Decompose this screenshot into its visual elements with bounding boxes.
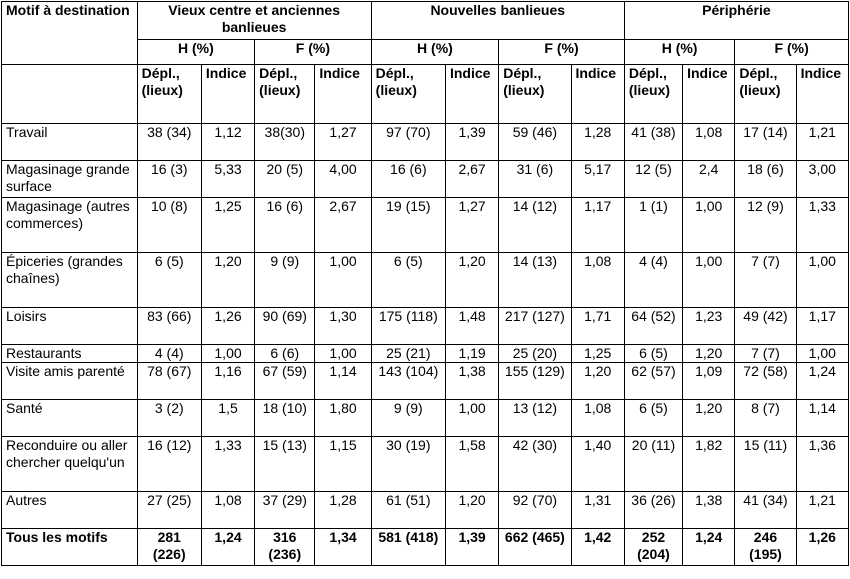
index-cell: 1,25: [571, 345, 624, 363]
index-cell: 1,00: [315, 253, 371, 308]
trips-cell: 246 (195): [735, 529, 796, 566]
index-cell: 1,26: [796, 529, 848, 566]
index-cell: 1,5: [201, 400, 254, 437]
trips-cell: 97 (70): [371, 124, 445, 161]
index-cell: 1,38: [683, 492, 735, 529]
trips-cell: 16 (12): [137, 437, 201, 492]
index-cell: 1,14: [796, 400, 848, 437]
header-row-groups: [2, 2, 849, 40]
table-row: [2, 437, 849, 492]
trips-cell: 14 (13): [499, 253, 571, 308]
trips-cell: 49 (42): [735, 308, 796, 345]
index-cell: 1,71: [571, 308, 624, 345]
row-label: Travail: [2, 124, 138, 161]
index-cell: 1,21: [796, 124, 848, 161]
total-row: [2, 529, 849, 566]
row-label: Loisirs: [2, 308, 138, 345]
index-cell: 2,67: [315, 198, 371, 253]
trips-by-purpose-table: [1, 1, 849, 566]
index-cell: 1,34: [315, 529, 371, 566]
index-cell: 1,14: [315, 363, 371, 400]
index-cell: 1,33: [201, 437, 254, 492]
index-cell: 1,08: [201, 492, 254, 529]
index-header: Indice: [571, 65, 624, 124]
trips-cell: 25 (20): [499, 345, 571, 363]
index-header: Indice: [683, 65, 735, 124]
table-body: [2, 124, 849, 566]
index-header: Indice: [445, 65, 498, 124]
group-header: Périphérie: [624, 2, 848, 40]
index-cell: 1,42: [571, 529, 624, 566]
empty-header-cell: [2, 65, 138, 124]
index-cell: 1,20: [683, 345, 735, 363]
table-row: [2, 363, 849, 400]
row-label: Magasinage (autres commerces): [2, 198, 138, 253]
trips-cell: 155 (129): [499, 363, 571, 400]
row-label: Visite amis parenté: [2, 363, 138, 400]
index-cell: 1,26: [201, 308, 254, 345]
row-label: Autres: [2, 492, 138, 529]
sex-header: H (%): [137, 40, 255, 65]
index-cell: 1,58: [445, 437, 498, 492]
trips-header: Dépl., (lieux): [137, 65, 201, 124]
trips-cell: 143 (104): [371, 363, 445, 400]
trips-cell: 16 (3): [137, 161, 201, 198]
index-cell: 1,09: [683, 363, 735, 400]
index-cell: 1,33: [796, 198, 848, 253]
trips-cell: 62 (57): [624, 363, 682, 400]
trips-cell: 38(30): [255, 124, 315, 161]
table-row: [2, 492, 849, 529]
trips-cell: 41 (34): [735, 492, 796, 529]
index-cell: 5,33: [201, 161, 254, 198]
trips-cell: 662 (465): [499, 529, 571, 566]
trips-cell: 64 (52): [624, 308, 682, 345]
row-label: Épiceries (grandes chaînes): [2, 253, 138, 308]
index-header: Indice: [315, 65, 371, 124]
trips-header: Dépl., (lieux): [624, 65, 682, 124]
trips-cell: 13 (12): [499, 400, 571, 437]
table-row: [2, 308, 849, 345]
index-cell: 1,17: [796, 308, 848, 345]
trips-header: Dépl., (lieux): [499, 65, 571, 124]
trips-cell: 20 (11): [624, 437, 682, 492]
trips-cell: 67 (59): [255, 363, 315, 400]
index-cell: 1,08: [571, 400, 624, 437]
row-label: Restaurants: [2, 345, 138, 363]
table-row: [2, 253, 849, 308]
index-cell: 1,39: [445, 529, 498, 566]
index-cell: 1,00: [683, 253, 735, 308]
sex-header: F (%): [255, 40, 372, 65]
sex-header: F (%): [499, 40, 625, 65]
index-cell: 1,28: [315, 492, 371, 529]
trips-cell: 9 (9): [255, 253, 315, 308]
index-cell: 1,38: [445, 363, 498, 400]
table-row: [2, 345, 849, 363]
index-cell: 5,17: [571, 161, 624, 198]
trips-cell: 90 (69): [255, 308, 315, 345]
trips-cell: 12 (9): [735, 198, 796, 253]
trips-cell: 59 (46): [499, 124, 571, 161]
trips-cell: 6 (6): [255, 345, 315, 363]
index-cell: 1,20: [445, 492, 498, 529]
trips-cell: 4 (4): [624, 253, 682, 308]
index-cell: 1,15: [315, 437, 371, 492]
trips-cell: 42 (30): [499, 437, 571, 492]
trips-cell: 175 (118): [371, 308, 445, 345]
index-cell: 1,24: [796, 363, 848, 400]
index-cell: 1,19: [445, 345, 498, 363]
trips-cell: 581 (418): [371, 529, 445, 566]
corner-header: Motif à destination: [2, 2, 138, 65]
trips-cell: 83 (66): [137, 308, 201, 345]
trips-cell: 6 (5): [371, 253, 445, 308]
index-header: Indice: [201, 65, 254, 124]
index-cell: 1,40: [571, 437, 624, 492]
trips-cell: 10 (8): [137, 198, 201, 253]
trips-cell: 6 (5): [624, 345, 682, 363]
sex-header: H (%): [624, 40, 735, 65]
index-cell: 1,27: [445, 198, 498, 253]
trips-header: Dépl., (lieux): [735, 65, 796, 124]
index-cell: 1,24: [201, 529, 254, 566]
index-cell: 1,00: [445, 400, 498, 437]
index-cell: 1,17: [571, 198, 624, 253]
trips-cell: 41 (38): [624, 124, 682, 161]
index-cell: 4,00: [315, 161, 371, 198]
trips-cell: 20 (5): [255, 161, 315, 198]
sex-header: H (%): [371, 40, 499, 65]
group-header: Vieux centre et anciennes banlieues: [137, 2, 371, 40]
trips-cell: 1 (1): [624, 198, 682, 253]
index-cell: 1,16: [201, 363, 254, 400]
index-cell: 1,08: [571, 253, 624, 308]
trips-cell: 16 (6): [255, 198, 315, 253]
trips-cell: 8 (7): [735, 400, 796, 437]
trips-cell: 30 (19): [371, 437, 445, 492]
trips-cell: 31 (6): [499, 161, 571, 198]
row-label: Reconduire ou aller chercher quelqu'un: [2, 437, 138, 492]
index-cell: 1,82: [683, 437, 735, 492]
row-label: Tous les motifs: [2, 529, 138, 566]
trips-cell: 9 (9): [371, 400, 445, 437]
index-cell: 1,31: [571, 492, 624, 529]
trips-cell: 15 (11): [735, 437, 796, 492]
index-cell: 1,24: [683, 529, 735, 566]
trips-cell: 78 (67): [137, 363, 201, 400]
index-header: Indice: [796, 65, 848, 124]
trips-cell: 18 (10): [255, 400, 315, 437]
index-cell: 1,25: [201, 198, 254, 253]
index-cell: 1,23: [683, 308, 735, 345]
trips-cell: 17 (14): [735, 124, 796, 161]
index-cell: 1,21: [796, 492, 848, 529]
trips-cell: 18 (6): [735, 161, 796, 198]
trips-cell: 6 (5): [624, 400, 682, 437]
index-cell: 1,20: [571, 363, 624, 400]
index-cell: 1,20: [445, 253, 498, 308]
index-cell: 1,00: [796, 345, 848, 363]
trips-cell: 37 (29): [255, 492, 315, 529]
index-cell: 1,08: [683, 124, 735, 161]
index-cell: 2,4: [683, 161, 735, 198]
table-row: [2, 124, 849, 161]
index-cell: 1,36: [796, 437, 848, 492]
index-cell: 1,12: [201, 124, 254, 161]
trips-cell: 16 (6): [371, 161, 445, 198]
index-cell: 1,00: [683, 198, 735, 253]
index-cell: 3,00: [796, 161, 848, 198]
trips-cell: 72 (58): [735, 363, 796, 400]
index-cell: 1,27: [315, 124, 371, 161]
index-cell: 1,48: [445, 308, 498, 345]
trips-header: Dépl., (lieux): [371, 65, 445, 124]
trips-cell: 7 (7): [735, 345, 796, 363]
trips-cell: 12 (5): [624, 161, 682, 198]
index-cell: 1,39: [445, 124, 498, 161]
trips-cell: 281 (226): [137, 529, 201, 566]
group-header: Nouvelles banlieues: [371, 2, 624, 40]
row-label: Magasinage grande surface: [2, 161, 138, 198]
trips-cell: 7 (7): [735, 253, 796, 308]
index-cell: 1,20: [683, 400, 735, 437]
trips-cell: 27 (25): [137, 492, 201, 529]
trips-cell: 61 (51): [371, 492, 445, 529]
trips-cell: 92 (70): [499, 492, 571, 529]
index-cell: 1,00: [201, 345, 254, 363]
index-cell: 1,00: [315, 345, 371, 363]
header-row-measures: [2, 65, 849, 124]
index-cell: 1,80: [315, 400, 371, 437]
index-cell: 1,20: [201, 253, 254, 308]
index-cell: 1,00: [796, 253, 848, 308]
index-cell: 1,28: [571, 124, 624, 161]
table-row: [2, 198, 849, 253]
trips-cell: 3 (2): [137, 400, 201, 437]
index-cell: 2,67: [445, 161, 498, 198]
trips-cell: 6 (5): [137, 253, 201, 308]
table-row: [2, 161, 849, 198]
trips-cell: 217 (127): [499, 308, 571, 345]
table-row: [2, 400, 849, 437]
index-cell: 1,30: [315, 308, 371, 345]
sex-header: F (%): [735, 40, 849, 65]
trips-cell: 25 (21): [371, 345, 445, 363]
trips-cell: 38 (34): [137, 124, 201, 161]
row-label: Santé: [2, 400, 138, 437]
trips-cell: 36 (26): [624, 492, 682, 529]
trips-cell: 14 (12): [499, 198, 571, 253]
trips-cell: 252 (204): [624, 529, 682, 566]
trips-header: Dépl., (lieux): [255, 65, 315, 124]
trips-cell: 4 (4): [137, 345, 201, 363]
trips-cell: 19 (15): [371, 198, 445, 253]
trips-cell: 15 (13): [255, 437, 315, 492]
trips-cell: 316 (236): [255, 529, 315, 566]
